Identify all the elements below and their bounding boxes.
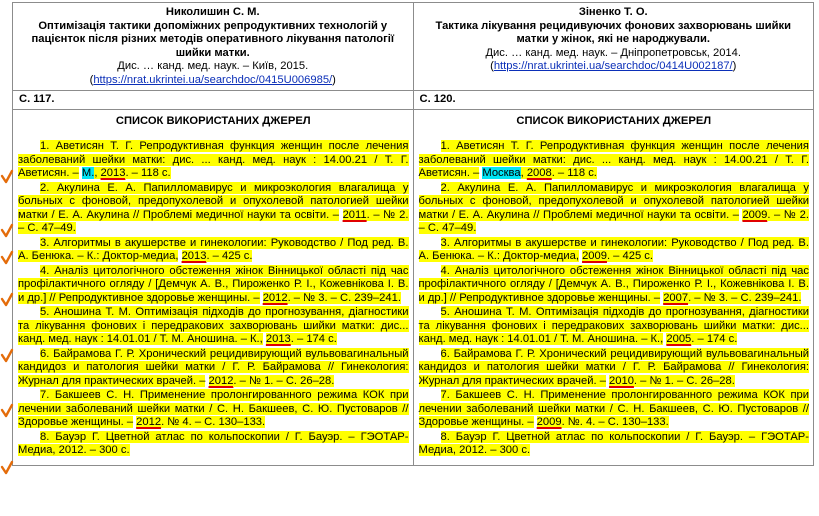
left-bib-title: СПИСОК ВИКОРИСТАНИХ ДЖЕРЕЛ bbox=[115, 114, 311, 127]
reference-text: 1. Аветисян Т. Г. Репродуктивная функция женщин после лечения заболеваний шейки матки: дис. ... канд. мед. наук : 14.00.21 / Т. Г. Аветисян. – bbox=[418, 140, 809, 179]
reference-item bbox=[18, 389, 409, 430]
page-row bbox=[13, 91, 814, 110]
right-source: Дис. … канд. мед. наук. – Дніпропетровськ, 2014. bbox=[485, 46, 741, 59]
reference-year: 2011 bbox=[342, 208, 367, 221]
reference-item bbox=[18, 306, 409, 347]
check-mark-icon bbox=[0, 169, 14, 185]
reference-pages: . – 425 с. bbox=[606, 250, 653, 262]
left-title: Оптимізація тактики допоміжних репродуктивних технологій у пацієнток після різних методів оперативного лікування патології шийки матки. bbox=[31, 19, 394, 59]
reference-pages: . – № 2. – С. 47–49. bbox=[418, 208, 809, 234]
reference-year: 2005 bbox=[666, 333, 692, 345]
right-author: Зіненко Т. О. bbox=[578, 6, 648, 18]
reference-year: 2012 bbox=[136, 416, 162, 428]
right-reference-list bbox=[419, 140, 810, 458]
reference-text: 8. Бауэр Г. Цветной атлас по кольпоскопии / Г. Бауэр. – ГЭОТАР-Медиа, 2012. – 300 с. bbox=[418, 430, 809, 456]
reference-year: 2009 bbox=[742, 208, 768, 221]
reference-item bbox=[419, 306, 810, 347]
check-mark-icon bbox=[0, 460, 14, 476]
right-bib-title: СПИСОК ВИКОРИСТАНИХ ДЖЕРЕЛ bbox=[516, 114, 712, 127]
reference-item bbox=[18, 140, 409, 181]
reference-item bbox=[419, 140, 810, 181]
comparison-table bbox=[12, 2, 814, 466]
check-mark-icon bbox=[0, 403, 14, 419]
reference-item bbox=[18, 182, 409, 236]
reference-text: 5. Аношина Т. М. Оптимізація підходів до прогнозування, діагностики та лікування фонових і передракових захворювань шийки матки: дис... канд. мед. наук : 14.01.01 / Т. М. Аношина. – К., bbox=[18, 306, 409, 345]
header-row bbox=[13, 3, 814, 91]
reference-item bbox=[18, 237, 409, 264]
reference-city: Москва bbox=[482, 167, 521, 179]
reference-text: 5. Аношина Т. М. Оптимізація підходів до прогнозування, діагностики та лікування фонових і передракових захворювань шийки матки: дис... канд. мед. наук : 14.01.01 / Т. М. Аношина. – К., bbox=[418, 306, 809, 345]
reference-text: 2. Акулина Е. А. Папилломавирус и микроэкология влагалища у больных с фоновой, предопухолевой и опухолевой патологией шейки матки / Е. А. Акулина // Проблемі медичної науки та освіти. – bbox=[418, 181, 809, 221]
reference-year: 2010 bbox=[609, 374, 634, 387]
reference-item bbox=[419, 237, 810, 264]
reference-text: 4. Аналіз цитологічного обстеження жінок Вінницької області під час профілактичного огляду / [Демчук А. В., Пироженко Р. І., Кожевнікова І. В. и др.] // Репродуктивное здоровье женщины. – bbox=[418, 264, 809, 304]
reference-item bbox=[419, 182, 810, 236]
reference-text: 7. Бакшеев С. Н. Применение пролонгированного режима КОК при лечении заболеваний шейки матки / С. Н. Бакшеев, С. Ю. Пустоваров // Здоровье женщины. – bbox=[418, 389, 809, 428]
reference-pages: . – № 1. – С. 26–28. bbox=[233, 374, 335, 387]
reference-pages: . – 174 с. bbox=[290, 333, 337, 345]
check-mark-icon bbox=[0, 223, 14, 239]
check-mark-icon bbox=[0, 292, 14, 308]
reference-year: 2007 bbox=[663, 291, 689, 304]
reference-separator: , bbox=[94, 167, 101, 179]
check-mark-icon bbox=[0, 250, 14, 266]
reference-text: 4. Аналіз цитологічного обстеження жінок Вінницької області під час профілактичного огляду / [Демчук А. В., Пироженко Р. І., Кожевнікова І. В. и др.] // Репродуктивное здоровье женщины. – bbox=[18, 264, 409, 304]
reference-pages: . – № 1. – С. 26–28. bbox=[633, 374, 735, 387]
reference-year: 2008 bbox=[526, 167, 552, 179]
reference-pages: . – № 3. – С. 239–241. bbox=[287, 291, 401, 304]
right-title: Тактика лікування рецидивуючих фонових захворювань шийки матки у жінок, які не народжували. bbox=[435, 19, 791, 45]
reference-separator: , bbox=[520, 167, 527, 179]
reference-text: 1. Аветисян Т. Г. Репродуктивная функция женщин после лечения заболеваний шейки матки: дис. ... канд. мед. наук : 14.00.21 / Т. Г. Аветисян. – bbox=[18, 140, 409, 179]
reference-text: 3. Алгоритмы в акушерстве и гинекологии: Руководство / Под ред. В. А. Бенюка. – К.: Доктор-медиа, bbox=[18, 236, 409, 262]
reference-year: 2013 bbox=[100, 167, 126, 179]
reference-text: 6. Байрамова Г. Р. Хронический рецидивирующий вульвовагинальный кандидоз и патология шейки матки / Г. Р. Байрамова // Гинекология: Журнал для практических врачей. – bbox=[18, 347, 409, 387]
reference-text: 2. Акулина Е. А. Папилломавирус и микроэкология влагалища у больных с фоновой, предопухолевой и опухолевой патологией шейки матки / Е. А. Акулина // Проблемі медичної науки та освіти. – bbox=[18, 181, 409, 221]
reference-text: 8. Бауэр Г. Цветной атлас по кольпоскопии / Г. Бауэр. – ГЭОТАР-Медиа, 2012. – 300 с. bbox=[18, 430, 409, 456]
reference-item bbox=[419, 431, 810, 458]
check-mark-icon bbox=[0, 348, 14, 364]
right-link[interactable]: https://nrat.ukrintei.ua/searchdoc/0414U002187/ bbox=[493, 60, 733, 72]
reference-item bbox=[18, 265, 409, 306]
right-page: С. 120. bbox=[413, 91, 814, 110]
left-source: Дис. … канд. мед. наук. – Київ, 2015. bbox=[117, 60, 309, 72]
right-bibliography bbox=[413, 109, 814, 465]
reference-pages: . № 4. – С. 130–133. bbox=[161, 416, 266, 428]
right-header: Зіненко Т. О. Тактика лікування рецидивуючих фонових захворювань шийки матки у жінок, які не народжували. Дис. … канд. мед. наук. – Дніпропетровськ, 2014. (https://nrat.ukrintei.ua/searchdoc/0414U002187/) bbox=[413, 3, 814, 91]
reference-year: 2012 bbox=[208, 374, 234, 387]
left-header: Николишин С. М. Оптимізація тактики допоміжних репродуктивних технологій у пацієнток після різних методів оперативного лікування патології шийки матки. Дис. … канд. мед. наук. – Київ, 2015. (https://nrat.ukrintei.ua/searchdoc/0415U006985/) bbox=[13, 3, 414, 91]
reference-text: 3. Алгоритмы в акушерстве и гинекологии: Руководство / Под ред. В. А. Бенюка. – К.: Доктор-медиа, bbox=[418, 236, 809, 262]
reference-year: 2009 bbox=[536, 416, 562, 428]
reference-item bbox=[18, 431, 409, 458]
reference-pages: . – № 3. – С. 239–241. bbox=[688, 291, 802, 304]
reference-text: 7. Бакшеев С. Н. Применение пролонгированного режима КОК при лечении заболеваний шейки матки / С. Н. Бакшеев, С. Ю. Пустоваров // Здоровье женщины. – bbox=[18, 389, 409, 428]
reference-text: 6. Байрамова Г. Р. Хронический рецидивирующий вульвовагинальный кандидоз и патология шейки матки / Г. Р. Байрамова // Гинекология: Журнал для практических врачей. – bbox=[418, 347, 809, 387]
left-page: С. 117. bbox=[13, 91, 414, 110]
reference-city: М. bbox=[81, 167, 95, 179]
bibliography-row bbox=[13, 109, 814, 465]
reference-year: 2009 bbox=[582, 250, 607, 262]
reference-year: 2013 bbox=[265, 333, 291, 345]
reference-item bbox=[419, 389, 810, 430]
reference-pages: . – 174 с. bbox=[691, 333, 738, 345]
check-marks bbox=[0, 0, 14, 516]
left-bibliography bbox=[13, 109, 414, 465]
left-author: Николишин С. М. bbox=[165, 6, 260, 18]
reference-item bbox=[18, 348, 409, 389]
left-reference-list bbox=[18, 140, 409, 458]
reference-pages: . – 118 с. bbox=[551, 167, 597, 179]
reference-item bbox=[419, 348, 810, 389]
reference-year: 2013 bbox=[181, 250, 207, 262]
left-link[interactable]: https://nrat.ukrintei.ua/searchdoc/0415U006985/ bbox=[93, 73, 333, 86]
reference-pages: . №. 4. – С. 130–133. bbox=[561, 416, 669, 428]
reference-item bbox=[419, 265, 810, 306]
reference-pages: . – № 2. – С. 47–49. bbox=[18, 208, 409, 234]
reference-pages: . – 118 с. bbox=[125, 167, 171, 179]
reference-pages: . – 425 с. bbox=[206, 250, 253, 262]
reference-year: 2012 bbox=[262, 291, 288, 304]
